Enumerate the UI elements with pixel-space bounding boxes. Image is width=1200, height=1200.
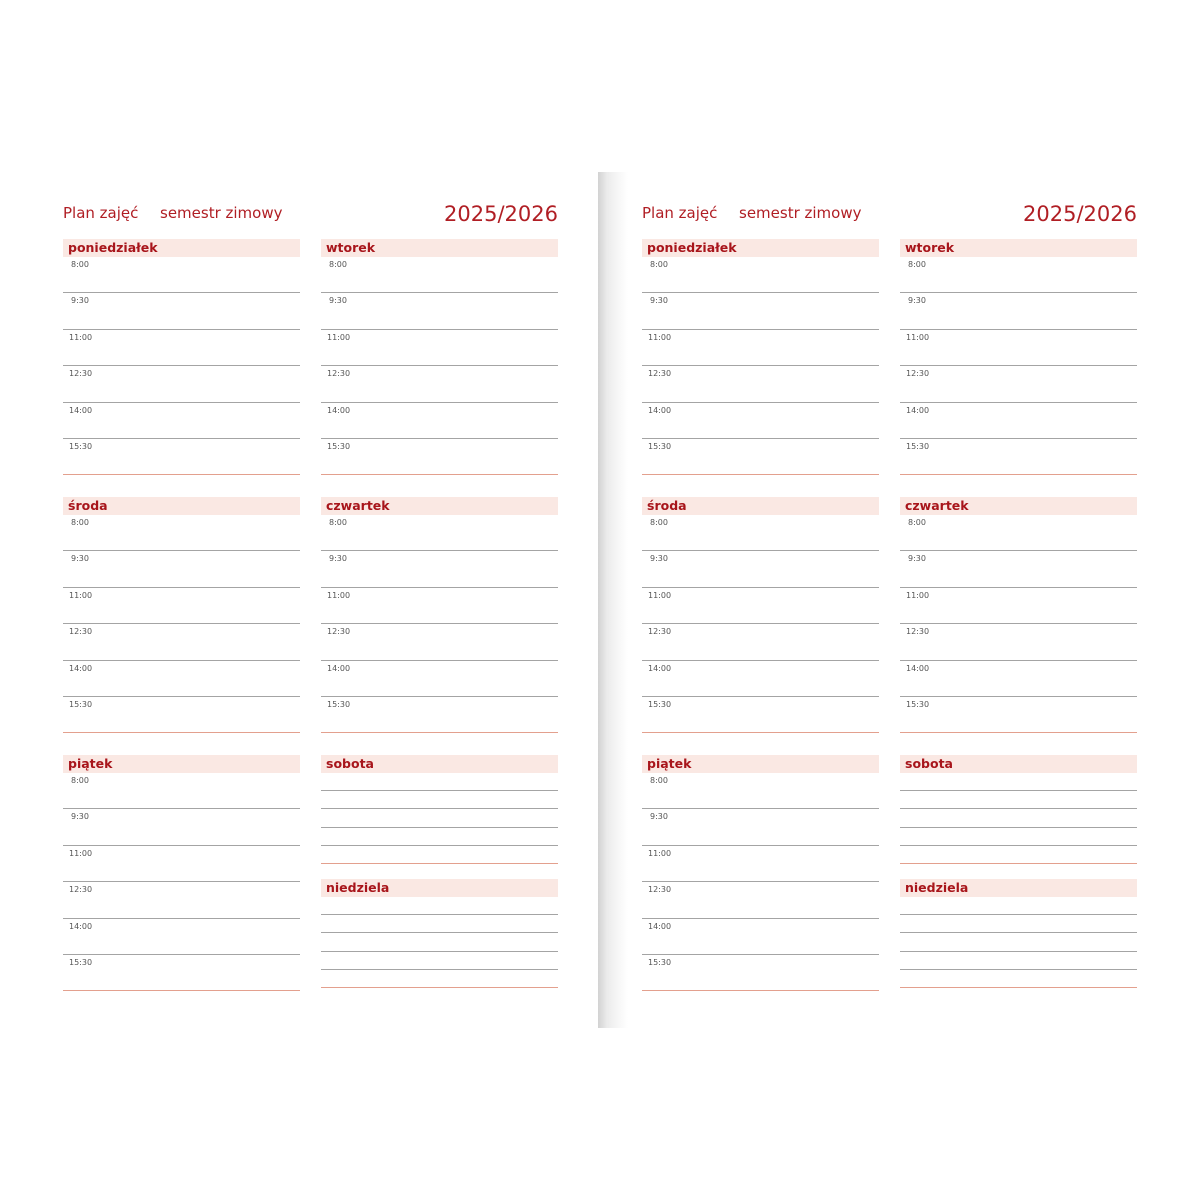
- time-label: 9:30: [650, 812, 668, 822]
- day-block-monday: [63, 239, 300, 475]
- day-block-tuesday: [321, 239, 558, 475]
- time-slot: [321, 551, 558, 587]
- time-slot: [642, 697, 879, 733]
- time-slot: [321, 366, 558, 402]
- time-slot: [63, 773, 300, 809]
- time-slot: [321, 624, 558, 660]
- day-header-friday: piątek: [63, 755, 300, 773]
- time-slot: [321, 403, 558, 439]
- time-slot: [642, 366, 879, 402]
- time-slot: [321, 697, 558, 733]
- time-slot: [642, 293, 879, 329]
- day-header-tuesday: wtorek: [321, 239, 558, 257]
- time-slot: [63, 439, 300, 475]
- time-label: 11:00: [69, 590, 93, 600]
- time-slot: [900, 661, 1137, 697]
- day-block-tuesday: [900, 239, 1137, 475]
- time-slot: [63, 624, 300, 660]
- day-header-saturday: sobota: [321, 755, 558, 773]
- time-slot: [642, 624, 879, 660]
- time-slot: [63, 403, 300, 439]
- note-line: [900, 773, 1137, 791]
- time-label: 8:00: [71, 518, 89, 527]
- time-slot: [321, 515, 558, 551]
- time-label: 12:30: [327, 627, 351, 637]
- time-label: 12:30: [69, 885, 93, 895]
- time-slot: [63, 697, 300, 733]
- time-slot: [642, 955, 879, 991]
- time-slot: [63, 809, 300, 845]
- note-line: [900, 897, 1137, 915]
- day-header-tuesday: wtorek: [900, 239, 1137, 257]
- time-slot: [321, 439, 558, 475]
- time-label: 15:30: [327, 699, 351, 709]
- time-label: 12:30: [648, 369, 672, 379]
- time-slot: [63, 257, 300, 293]
- time-label: 15:30: [648, 441, 672, 451]
- note-line: [900, 809, 1137, 827]
- day-block-sunday: [321, 879, 558, 988]
- day-block-monday: [642, 239, 879, 475]
- time-slot: [900, 403, 1137, 439]
- time-label: 15:30: [69, 699, 93, 709]
- note-line: [321, 773, 558, 791]
- time-slot: [900, 366, 1137, 402]
- note-line: [900, 828, 1137, 846]
- time-slot: [63, 515, 300, 551]
- time-label: 8:00: [650, 260, 668, 269]
- time-slot: [63, 366, 300, 402]
- time-slot: [900, 330, 1137, 366]
- day-block-saturday: [900, 755, 1137, 864]
- time-slot: [321, 293, 558, 329]
- time-label: 8:00: [908, 260, 926, 269]
- note-line: [321, 897, 558, 915]
- time-label: 12:30: [648, 627, 672, 637]
- time-slot: [642, 661, 879, 697]
- time-slot: [63, 955, 300, 991]
- time-slot: [900, 257, 1137, 293]
- time-label: 14:00: [327, 663, 351, 673]
- time-label: 11:00: [327, 332, 351, 342]
- time-label: 14:00: [69, 921, 93, 931]
- note-line: [321, 915, 558, 933]
- day-block-friday: [642, 755, 879, 991]
- time-label: 11:00: [69, 848, 93, 858]
- time-label: 11:00: [327, 590, 351, 600]
- day-header-sunday: niedziela: [321, 879, 558, 897]
- time-slot: [900, 293, 1137, 329]
- academic-year: 2025/2026: [444, 202, 558, 226]
- time-slot: [900, 439, 1137, 475]
- right-page: [579, 0, 1179, 1200]
- time-label: 12:30: [906, 627, 930, 637]
- academic-year: 2025/2026: [1023, 202, 1137, 226]
- time-label: 8:00: [329, 518, 347, 527]
- time-slot: [63, 330, 300, 366]
- time-label: 8:00: [650, 518, 668, 527]
- note-line: [321, 933, 558, 951]
- time-label: 15:30: [69, 957, 93, 967]
- time-label: 11:00: [648, 848, 672, 858]
- time-label: 11:00: [906, 590, 930, 600]
- time-slot: [63, 919, 300, 955]
- time-slot: [63, 882, 300, 918]
- time-label: 11:00: [648, 332, 672, 342]
- day-block-thursday: [900, 497, 1137, 733]
- note-line: [900, 970, 1137, 988]
- day-header-sunday: niedziela: [900, 879, 1137, 897]
- note-line: [900, 846, 1137, 864]
- time-label: 14:00: [69, 663, 93, 673]
- time-label: 9:30: [329, 296, 347, 306]
- note-line: [321, 970, 558, 988]
- time-slot: [321, 588, 558, 624]
- note-line: [321, 828, 558, 846]
- semester-title: semestr zimowy: [739, 204, 862, 222]
- time-slot: [642, 882, 879, 918]
- time-slot: [642, 515, 879, 551]
- time-label: 12:30: [69, 369, 93, 379]
- day-header-thursday: czwartek: [900, 497, 1137, 515]
- time-slot: [642, 846, 879, 882]
- time-label: 15:30: [906, 699, 930, 709]
- time-label: 15:30: [648, 957, 672, 967]
- time-label: 11:00: [906, 332, 930, 342]
- time-label: 11:00: [648, 590, 672, 600]
- time-slot: [642, 773, 879, 809]
- note-line: [321, 846, 558, 864]
- time-slot: [63, 551, 300, 587]
- note-line: [900, 915, 1137, 933]
- time-slot: [63, 661, 300, 697]
- note-line: [321, 791, 558, 809]
- note-line: [900, 933, 1137, 951]
- time-slot: [321, 257, 558, 293]
- time-slot: [900, 624, 1137, 660]
- semester-title: semestr zimowy: [160, 204, 283, 222]
- time-label: 8:00: [71, 260, 89, 269]
- time-label: 15:30: [648, 699, 672, 709]
- day-block-wednesday: [63, 497, 300, 733]
- day-header-wednesday: środa: [642, 497, 879, 515]
- time-label: 15:30: [906, 441, 930, 451]
- time-slot: [900, 515, 1137, 551]
- time-label: 15:30: [69, 441, 93, 451]
- time-slot: [900, 588, 1137, 624]
- time-slot: [642, 588, 879, 624]
- time-slot: [642, 257, 879, 293]
- time-slot: [642, 551, 879, 587]
- time-label: 14:00: [906, 663, 930, 673]
- time-slot: [642, 919, 879, 955]
- time-label: 12:30: [69, 627, 93, 637]
- time-label: 14:00: [327, 405, 351, 415]
- time-label: 12:30: [327, 369, 351, 379]
- note-line: [321, 809, 558, 827]
- time-label: 14:00: [648, 663, 672, 673]
- time-label: 8:00: [650, 776, 668, 785]
- time-label: 9:30: [650, 554, 668, 564]
- time-label: 15:30: [327, 441, 351, 451]
- note-line: [900, 952, 1137, 970]
- time-label: 9:30: [650, 296, 668, 306]
- day-block-saturday: [321, 755, 558, 864]
- note-line: [321, 952, 558, 970]
- day-header-friday: piątek: [642, 755, 879, 773]
- time-label: 8:00: [329, 260, 347, 269]
- day-header-thursday: czwartek: [321, 497, 558, 515]
- day-header-saturday: sobota: [900, 755, 1137, 773]
- time-slot: [642, 403, 879, 439]
- time-label: 8:00: [908, 518, 926, 527]
- time-slot: [900, 697, 1137, 733]
- plan-title: Plan zajęć: [642, 204, 718, 222]
- time-label: 14:00: [648, 921, 672, 931]
- time-label: 9:30: [329, 554, 347, 564]
- time-slot: [642, 809, 879, 845]
- day-header-wednesday: środa: [63, 497, 300, 515]
- time-label: 9:30: [908, 554, 926, 564]
- time-slot: [900, 551, 1137, 587]
- time-label: 9:30: [908, 296, 926, 306]
- time-label: 9:30: [71, 812, 89, 822]
- time-slot: [63, 293, 300, 329]
- day-header-monday: poniedziałek: [63, 239, 300, 257]
- time-label: 12:30: [648, 885, 672, 895]
- day-block-sunday: [900, 879, 1137, 988]
- time-slot: [642, 439, 879, 475]
- time-label: 9:30: [71, 296, 89, 306]
- day-block-thursday: [321, 497, 558, 733]
- time-label: 14:00: [906, 405, 930, 415]
- time-label: 8:00: [71, 776, 89, 785]
- time-label: 11:00: [69, 332, 93, 342]
- day-header-monday: poniedziałek: [642, 239, 879, 257]
- time-slot: [321, 330, 558, 366]
- time-label: 9:30: [71, 554, 89, 564]
- time-label: 12:30: [906, 369, 930, 379]
- time-label: 14:00: [648, 405, 672, 415]
- day-block-friday: [63, 755, 300, 991]
- time-slot: [321, 661, 558, 697]
- time-slot: [63, 588, 300, 624]
- day-block-wednesday: [642, 497, 879, 733]
- time-slot: [642, 330, 879, 366]
- note-line: [900, 791, 1137, 809]
- time-label: 14:00: [69, 405, 93, 415]
- plan-title: Plan zajęć: [63, 204, 139, 222]
- time-slot: [63, 846, 300, 882]
